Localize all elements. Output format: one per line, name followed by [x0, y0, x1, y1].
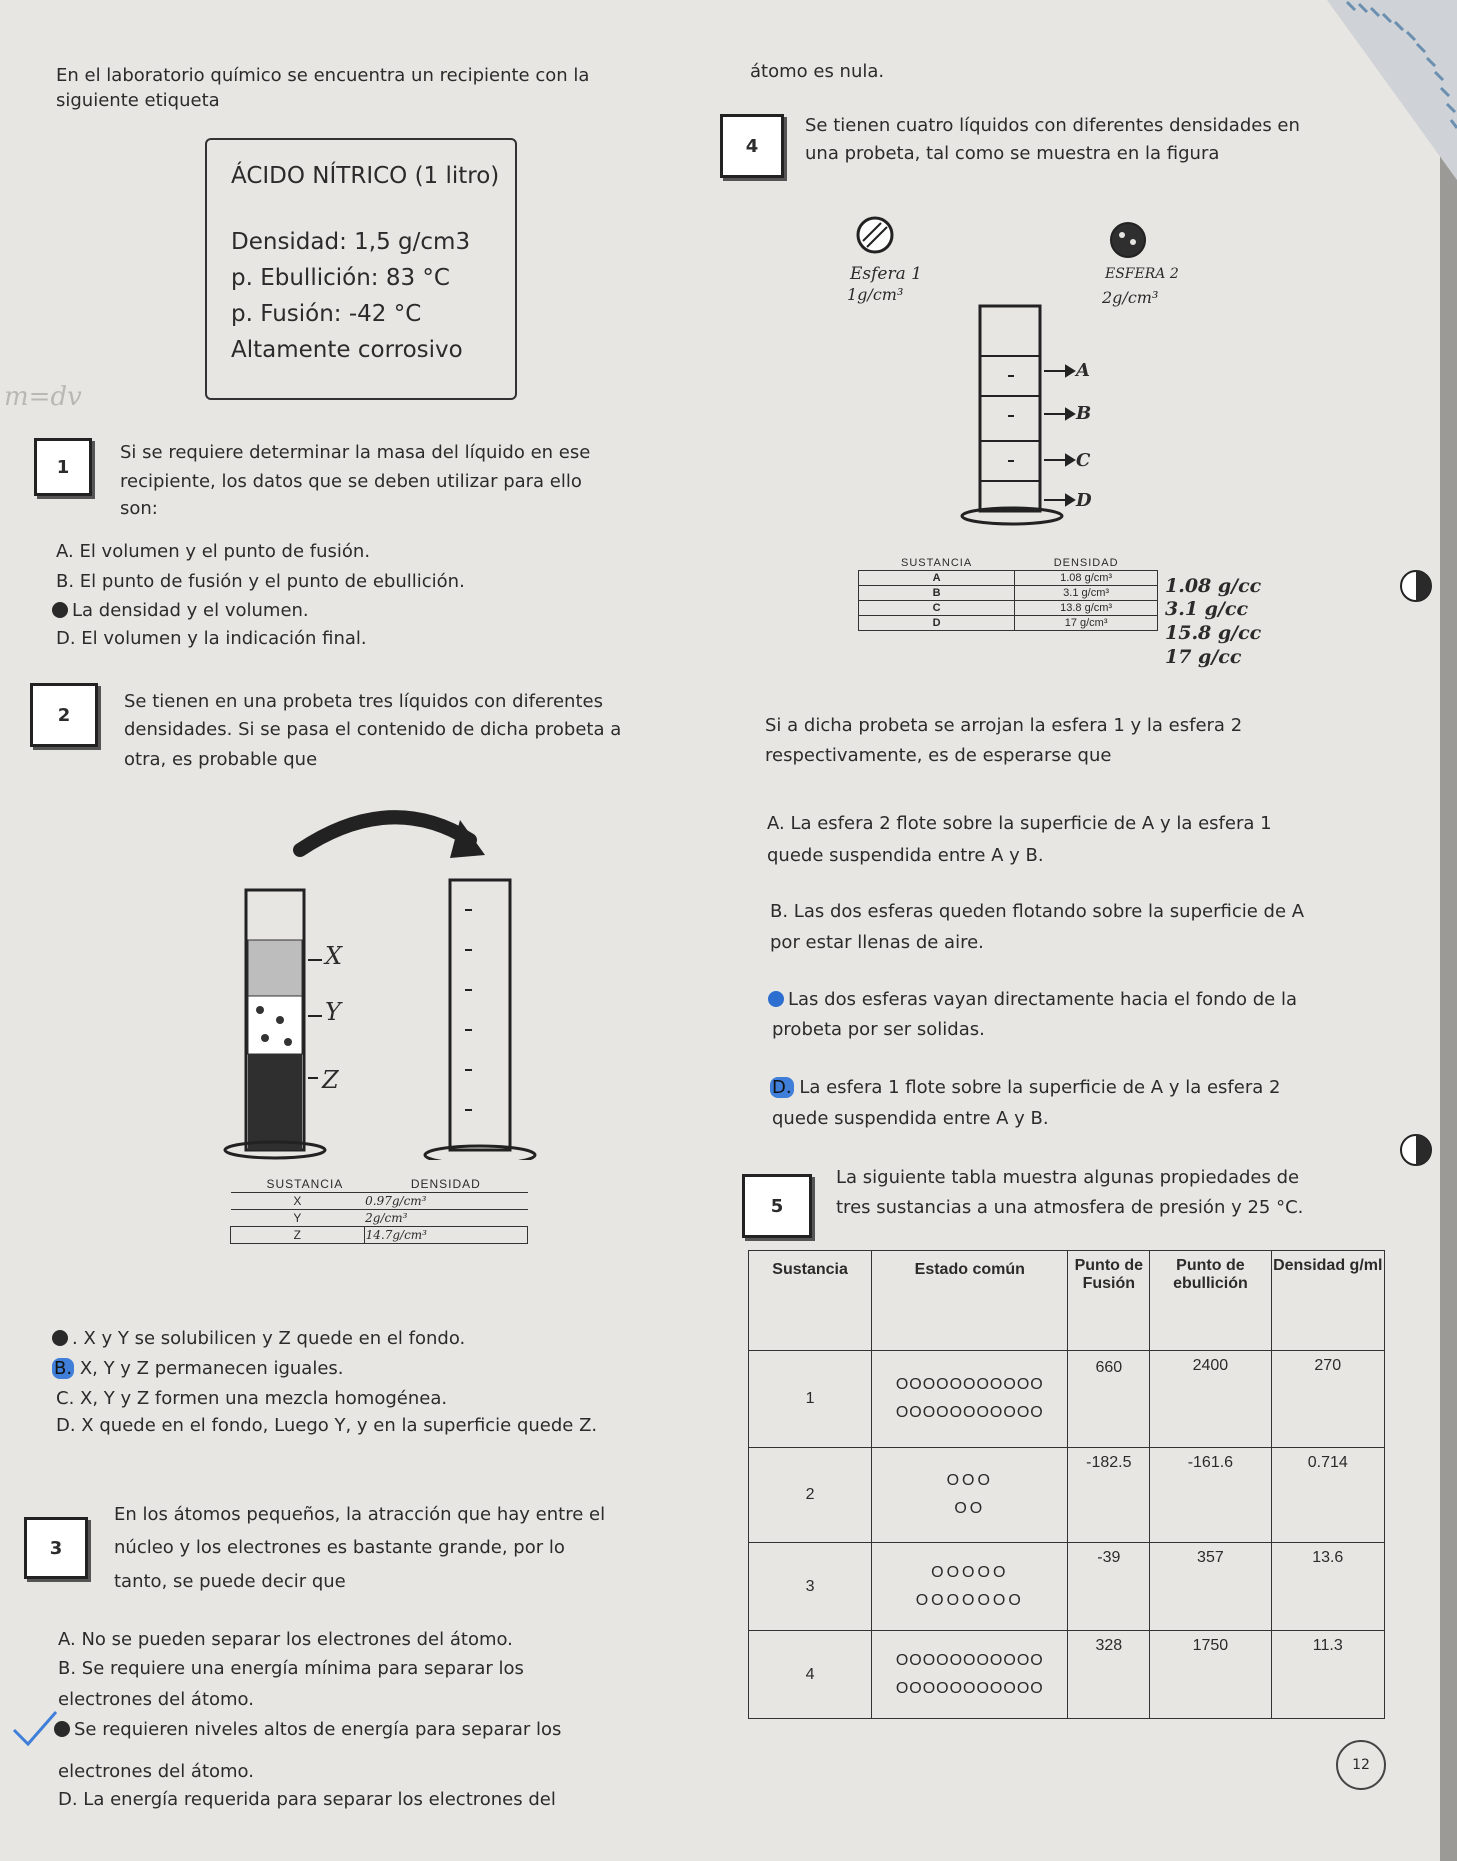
q2-table-cell: Z — [231, 1227, 365, 1244]
sphere-2-label: ESFERA 2 — [1105, 266, 1179, 282]
q2-option-b[interactable] — [52, 1357, 344, 1381]
q2-table-header-sustancia: SUSTANCIA — [266, 1177, 344, 1191]
q5-cell-ebullicion: 357 — [1150, 1543, 1271, 1631]
q2-line-2: densidades. Si se pasa el contenido de dicha probeta a — [124, 719, 622, 740]
q3-option-a[interactable]: A. No se pueden separar los electrones del átomo. — [58, 1629, 513, 1650]
q3-option-c-text: Se requieren niveles altos de energía para separar los — [74, 1719, 562, 1740]
q5-line-2: tres sustancias a una atmosfera de presión y 25 °C. — [836, 1197, 1304, 1218]
highlight-b: B. — [54, 1358, 73, 1379]
q4-option-a-cont: quede suspendida entre A y B. — [767, 845, 1044, 866]
q5-header-fusion: Punto de Fusión — [1068, 1251, 1150, 1351]
spiral-binding — [1307, 0, 1457, 180]
q4-density-table — [858, 556, 1158, 631]
q5-properties-table — [748, 1250, 1385, 1719]
q3-option-d[interactable]: D. La energía requerida para separar los electrones del — [58, 1789, 556, 1810]
table-row — [749, 1543, 1385, 1631]
q5-cell-estado: OO — [954, 1500, 986, 1517]
answer-mark-icon — [52, 602, 68, 618]
q5-cell-densidad: 0.714 — [1271, 1448, 1384, 1543]
q2-cylinders-drawing — [210, 810, 540, 1160]
q5-header-estado: Estado común — [872, 1251, 1068, 1351]
q5-cell-sustancia: 2 — [749, 1448, 872, 1543]
q1-option-d[interactable]: D. El volumen y la indicación final. — [56, 628, 367, 649]
table-row — [749, 1448, 1385, 1543]
table-row — [749, 1631, 1385, 1719]
q5-cell-estado: OOO — [946, 1472, 993, 1489]
q5-header-ebullicion: Punto de ebullición — [1150, 1251, 1271, 1351]
paper-hole — [1398, 568, 1434, 604]
question-4-number: 4 — [720, 114, 784, 178]
q4-table-cell: 17 g/cm³ — [1015, 616, 1158, 631]
q4-option-d[interactable] — [770, 1076, 1280, 1100]
handwritten-density-b: 3.1 g/cc — [1165, 598, 1249, 620]
page-number: 12 — [1336, 1740, 1386, 1790]
q5-cell-densidad: 11.3 — [1271, 1631, 1384, 1719]
q2-option-c[interactable]: C. X, Y y Z formen una mezcla homogénea. — [56, 1388, 448, 1409]
margin-note: m=dv — [4, 382, 82, 412]
q5-header-densidad: Densidad g/ml — [1271, 1251, 1384, 1351]
q2-density-table — [230, 1176, 528, 1244]
q3-line-1: En los átomos pequeños, la atracción que hay entre el — [114, 1504, 606, 1525]
q2-table-cell: 2g/cm³ — [364, 1210, 527, 1227]
q2-layer-z-label: Z — [322, 1066, 339, 1094]
q5-cell-estado: OOOOOOOOOOO — [895, 1404, 1044, 1421]
q4-table-cell: C — [859, 601, 1015, 616]
q4-table-cell: B — [859, 586, 1015, 601]
q3-option-b[interactable]: B. Se requiere una energía mínima para separar los — [58, 1658, 524, 1679]
q2-table-cell: Y — [231, 1210, 365, 1227]
question-1-number: 1 — [34, 438, 92, 496]
q4-option-b[interactable]: B. Las dos esferas queden flotando sobre la superficie de A — [770, 901, 1305, 922]
q5-cell-ebullicion: 1750 — [1150, 1631, 1271, 1719]
q3-option-c[interactable] — [54, 1718, 561, 1742]
acid-corrosive-warning: Altamente corrosivo — [231, 337, 463, 363]
q4-layer-d-label: D — [1076, 490, 1092, 511]
q2-table-cell: X — [231, 1193, 365, 1210]
q5-cell-ebullicion: 2400 — [1150, 1351, 1271, 1448]
q5-cell-densidad: 270 — [1271, 1351, 1384, 1448]
q1-option-c-text: La densidad y el volumen. — [72, 600, 309, 621]
q5-cell-estado: OOOOO — [931, 1563, 1009, 1581]
q4-layer-a-label: A — [1076, 360, 1090, 381]
q2-option-a[interactable] — [52, 1327, 465, 1351]
q5-cell-sustancia: 4 — [749, 1631, 872, 1719]
q4-table-cell: 3.1 g/cm³ — [1015, 586, 1158, 601]
q4-prompt-line-1: Si a dicha probeta se arrojan la esfera 1 y la esfera 2 — [765, 715, 1243, 736]
q2-table-header-densidad: DENSIDAD — [410, 1177, 481, 1191]
acid-boiling-point: p. Ebullición: 83 °C — [231, 265, 450, 291]
answer-mark-icon — [54, 1721, 70, 1737]
handwritten-density-c: 15.8 g/cc — [1165, 622, 1262, 644]
q5-cell-fusion: -182.5 — [1068, 1448, 1150, 1543]
q2-table-cell: 0.97g/cm³ — [364, 1193, 527, 1210]
q3-option-c-cont: electrones del átomo. — [58, 1761, 254, 1782]
q5-cell-fusion: 660 — [1068, 1351, 1150, 1448]
q4-prompt-line-2: respectivamente, es de esperarse que — [765, 745, 1112, 766]
sphere-1-label: Esfera 1 — [850, 264, 922, 284]
sphere-1-icon — [855, 215, 895, 255]
q4-option-d-text: La esfera 1 flote sobre la superficie de A y la esfera 2 — [799, 1077, 1281, 1098]
sphere-2-icon — [1108, 220, 1148, 260]
q1-option-b[interactable]: B. El punto de fusión y el punto de ebullición. — [56, 571, 465, 592]
acid-density: Densidad: 1,5 g/cm3 — [231, 229, 471, 255]
acid-label-title: ÁCIDO NÍTRICO (1 litro) — [231, 163, 500, 189]
q3-option-b-cont: electrones del átomo. — [58, 1689, 254, 1710]
paper-hole — [1398, 1132, 1434, 1168]
q4-option-b-cont: por estar llenas de aire. — [770, 932, 984, 953]
acid-label — [205, 138, 517, 400]
q5-cell-estado: OOOOOOO — [915, 1591, 1024, 1609]
q4-table-cell: A — [859, 571, 1015, 586]
q5-cell-densidad: 13.6 — [1271, 1543, 1384, 1631]
sphere-1-density: 1g/cm³ — [847, 285, 904, 304]
q2-line-1: Se tienen en una probeta tres líquidos con diferentes — [124, 691, 603, 712]
q5-cell-sustancia: 1 — [749, 1351, 872, 1448]
q5-cell-estado: OOOOOOOOOOO — [895, 1651, 1044, 1669]
q2-layer-y-label: Y — [325, 998, 341, 1026]
transfer-arrow-icon — [300, 817, 470, 850]
q5-cell-sustancia: 3 — [749, 1543, 872, 1631]
q4-layer-b-label: B — [1076, 403, 1092, 424]
answer-mark-icon — [52, 1330, 68, 1346]
q5-cell-estado: OOOOOOOOOOO — [895, 1376, 1044, 1393]
q4-cylinder-drawing — [960, 296, 1090, 536]
q1-line-3: son: — [120, 498, 158, 519]
q3-line-3: tanto, se puede decir que — [114, 1571, 346, 1592]
question-3-number: 3 — [24, 1517, 88, 1579]
q5-cell-fusion: 328 — [1068, 1631, 1150, 1719]
q2-option-b-text: X, Y y Z permanecen iguales. — [79, 1358, 344, 1379]
checkmark-icon — [10, 1708, 60, 1748]
q1-option-c[interactable] — [52, 599, 309, 623]
intro-line-2: siguiente etiqueta — [56, 90, 220, 111]
q2-option-d[interactable]: D. X quede en el fondo, Luego Y, y en la superficie quede Z. — [56, 1415, 598, 1436]
q4-table-header-densidad: DENSIDAD — [1053, 557, 1119, 569]
q1-line-2: recipiente, los datos que se deben utilizar para ello — [120, 471, 582, 492]
q5-cell-fusion: -39 — [1068, 1543, 1150, 1631]
q2-line-3: otra, es probable que — [124, 749, 318, 770]
intro-line-1: En el laboratorio químico se encuentra un recipiente con la — [56, 65, 590, 86]
q4-table-cell: 1.08 g/cm³ — [1015, 571, 1158, 586]
q4-option-a[interactable]: A. La esfera 2 flote sobre la superficie de A y la esfera 1 — [767, 813, 1272, 834]
acid-melting-point: p. Fusión: -42 °C — [231, 301, 422, 327]
q4-table-header-sustancia: SUSTANCIA — [901, 557, 973, 569]
answer-mark-icon — [768, 991, 784, 1007]
sphere-2-density: 2g/cm³ — [1102, 288, 1159, 307]
q4-option-c-text: Las dos esferas vayan directamente hacia el fondo de la — [788, 989, 1298, 1010]
q4-line-1: Se tienen cuatro líquidos con diferentes densidades en — [805, 115, 1300, 136]
q4-table-cell: D — [859, 616, 1015, 631]
q5-cell-estado: OOOOOOOOOOO — [895, 1679, 1044, 1697]
question-2-number: 2 — [30, 683, 98, 747]
q5-header-sustancia: Sustancia — [749, 1251, 872, 1351]
handwritten-density-a: 1.08 g/cc — [1165, 575, 1262, 597]
q5-cell-ebullicion: -161.6 — [1150, 1448, 1271, 1543]
q4-option-c-cont: probeta por ser solidas. — [772, 1019, 985, 1040]
q5-line-1: La siguiente tabla muestra algunas propiedades de — [836, 1167, 1300, 1188]
q2-table-cell: 14.7g/cm³ — [364, 1227, 527, 1244]
q3-line-2: núcleo y los electrones es bastante grande, por lo — [114, 1537, 565, 1558]
q4-option-c[interactable] — [768, 988, 1297, 1012]
highlight-d: D. — [772, 1077, 792, 1098]
q1-option-a[interactable]: A. El volumen y el punto de fusión. — [56, 541, 371, 562]
q4-option-d-cont: quede suspendida entre A y B. — [772, 1108, 1049, 1129]
q4-line-2: una probeta, tal como se muestra en la figura — [805, 143, 1220, 164]
q4-layer-c-label: C — [1076, 450, 1091, 471]
question-5-number: 5 — [742, 1174, 812, 1238]
q2-option-a-text: . X y Y se solubilicen y Z quede en el fondo. — [72, 1328, 466, 1349]
q2-layer-x-label: X — [325, 942, 343, 970]
table-row — [749, 1351, 1385, 1448]
q1-line-1: Si se requiere determinar la masa del líquido en ese — [120, 442, 591, 463]
q4-table-cell: 13.8 g/cm³ — [1015, 601, 1158, 616]
previous-page-continuation: átomo es nula. — [750, 61, 885, 82]
handwritten-density-d: 17 g/cc — [1165, 646, 1242, 668]
